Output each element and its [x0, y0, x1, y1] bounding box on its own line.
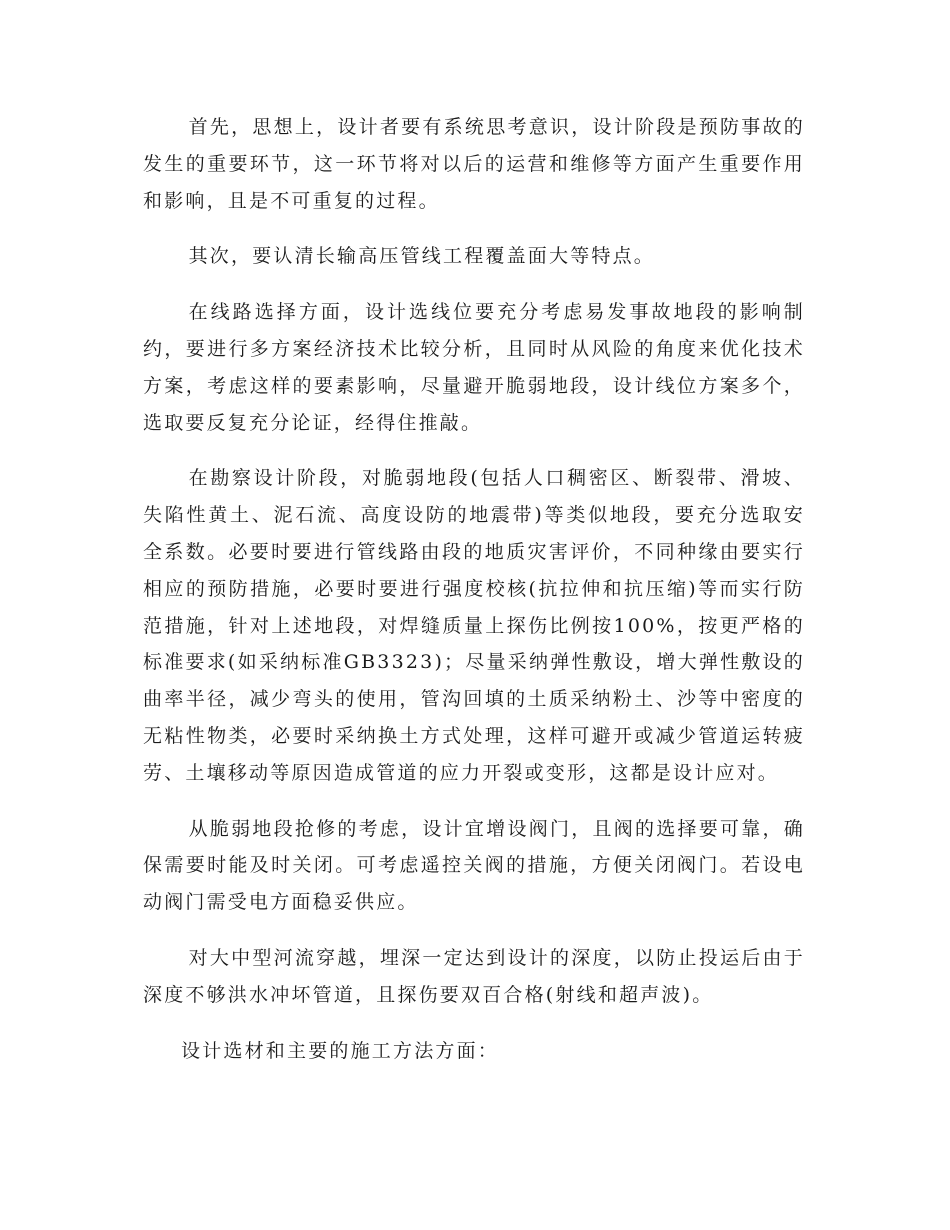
paragraph-pipeline-characteristics: 其次，要认清长输高压管线工程覆盖面大等特点。 [188, 245, 655, 268]
paragraph-river-crossing: 对大中型河流穿越，埋深一定达到设计的深度，以防止投运后由于深度不够洪水冲坏管道，且探伤要双百合格(射线和超声波)。 [143, 946, 805, 1006]
paragraph-materials-construction-heading: 设计选材和主要的施工方法方面： [181, 1039, 500, 1062]
paragraph-valve-emergency-repair: 从脆弱地段抢修的考虑，设计宜增设阀门，且阀的选择要可靠，确保需要时能及时关闭。可考虑遥控关阀的措施，方便关闭阀门。若设电动阀门需受电方面稳妥供应。 [143, 817, 805, 914]
paragraph-design-mindset: 首先，思想上，设计者要有系统思考意识，设计阶段是预防事故的发生的重要环节，这一环节将对以后的运营和维修等方面产生重要作用和影响，且是不可重复的过程。 [143, 116, 805, 212]
paragraph-survey-design-stage: 在勘察设计阶段，对脆弱地段(包括人口稠密区、断裂带、滑坡、失陷性黄土、泥石流、高度设防的地震带)等类似地段，要充分选取安全系数。必要时要进行管线路由段的地质灾害评价，不同种缘由要实行相应的预防措施，必要时要进行强度校核(抗拉伸和抗压缩)等而实行防范措施，针对上述地段，对焊缝质量上探伤比例按100%，按更严格的标准要求(如采纳标准GB3323)；尽量采纳弹性敷设，增大弹性敷设的曲率半径，减少弯头的使用，管沟回填的土质采纳粉土、沙等中密度的无粘性物类，必要时采纳换土方式处理，这样可避开或减少管道运转疲劳、土壤移动等原因造成管道的应力开裂或变形，这都是设计应对。 [143, 467, 805, 784]
document-body [143, 109, 805, 1069]
paragraph-route-selection: 在线路选择方面，设计选线位要充分考虑易发事故地段的影响制约，要进行多方案经济技术比较分析，且同时从风险的角度来优化技术方案，考虑这样的要素影响，尽量避开脆弱地段，设计线位方案多个，选取要反复充分论证，经得住推敲。 [143, 301, 805, 434]
